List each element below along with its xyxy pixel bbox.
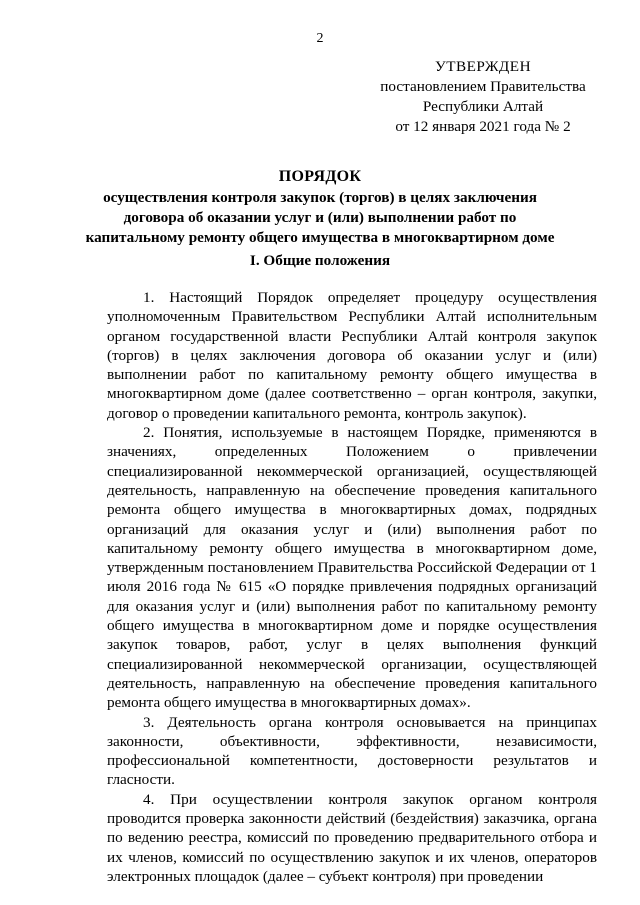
- document-subtitle: [0, 188, 640, 248]
- approval-line: постановлением Правительства: [380, 78, 586, 95]
- paragraph: 4. При осуществлении контроля закупок органом контроля проводится проверка законности действий (бездействия) заказчика, органа по ведению реестра, комиссий по проведению предварительного отбора и их членов, комиссий по осуществлению закупок и их членов, операторов электронных площадок (далее – субъект контроля) при проведении: [107, 790, 597, 885]
- subtitle-line: капитальному ремонту общего имущества в многоквартирном доме: [85, 229, 555, 246]
- document-title: ПОРЯДОК: [278, 168, 362, 185]
- subtitle-line: осуществления контроля закупок (торгов) в целях заключения: [103, 189, 537, 206]
- approval-stamp: [378, 57, 588, 137]
- document-body: [107, 288, 597, 886]
- page-number: 2: [316, 31, 324, 46]
- paragraph: 3. Деятельность органа контроля основывается на принципах законности, объективности, эффективности, независимости, профессиональной компетентности, достоверности результатов и гласности.: [107, 713, 597, 789]
- approval-line: Республики Алтай: [422, 98, 544, 115]
- approval-line: от 12 января 2021 года № 2: [395, 118, 571, 135]
- approval-title: УТВЕРЖДЕН: [434, 58, 532, 75]
- paragraph: 1. Настоящий Порядок определяет процедуру осуществления уполномоченным Правительством Республики Алтай исполнительным органом государственной власти Республики Алтай контроля закупок (торгов) в целях заключения договора об оказании услуг и (или) выполнении работ по капитальному ремонту общего имущества в многоквартирном доме (далее соответственно – орган контроля, закупки, договор о проведении капитального ремонта, контроль закупок).: [107, 289, 597, 422]
- subtitle-line: договора об оказании услуг и (или) выполнении работ по: [123, 209, 517, 226]
- document-title-block: [0, 167, 640, 248]
- paragraph: 2. Понятия, используемые в настоящем Порядке, применяются в значениях, определенных Положением о привлечении специализированной некоммерческой организацией, осуществляющей деятельность, направленную на обеспечение проведения капитального ремонта общего имущества в многоквартирных домах, подрядных организаций для оказания услуг и (или) выполнения работ по капитальному ремонту общего имущества в многоквартирном доме, утвержденным постановлением Правительства Российской Федерации от 1 июля 2016 года № 615 «О порядке привлечения подрядных организаций для оказания услуг и (или) выполнения работ по капитальному ремонту общего имущества в многоквартирном доме и порядке осуществления закупок товаров, работ, услуг в целях выполнения функций специализированной некоммерческой организации, осуществляющей деятельность, направленную на обеспечение проведения капитального ремонта общего имущества в многоквартирных домах».: [107, 424, 597, 712]
- section-heading: I. Общие положения: [249, 252, 391, 269]
